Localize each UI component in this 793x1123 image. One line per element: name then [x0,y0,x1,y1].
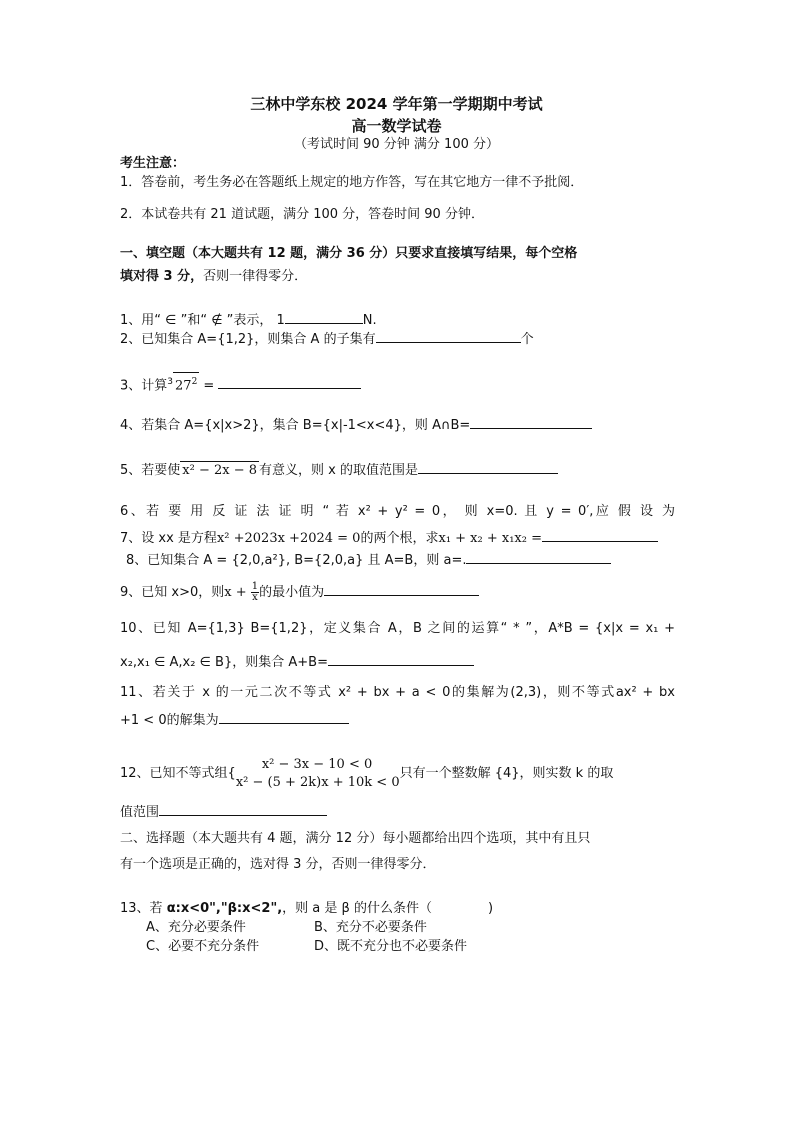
answer-blank[interactable] [328,652,474,666]
question-13: 13、若 α:x<0","β:x<2",，则 a 是 β 的什么条件（ ) [120,901,494,916]
inequality-system: x² − 3x − 10 < 0 x² − (5 + 2k)x + 10k < 0 [235,757,400,790]
section1-heading-cont: 填对得 3 分，否则一律得零分． [120,269,308,284]
note-item: 2．本试卷共有 21 道试题，满分 100 分，答卷时间 90 分钟． [120,207,484,222]
answer-blank[interactable] [542,528,658,542]
question-12-cont: 值范围 [120,802,327,822]
exam-meta: （考试时间 90 分钟 满分 100 分） [293,137,500,152]
answer-blank[interactable] [324,582,479,596]
answer-blank[interactable] [470,415,592,429]
answer-blank[interactable] [285,310,363,324]
answer-blank[interactable] [466,550,611,564]
question-8: 8、已知集合 A = {2,0,a²}, B={2,0,a} 且 A=B，则 a=. [126,550,611,570]
question-1: 1、用“ ∈ ”和“ ∉ ”表示， 1 N. [120,310,377,330]
question-11: 11、若关于 x 的一元二次不等式 x² + bx + a < 0的集解为(2,3)，则不等式ax² + bx [120,685,675,700]
exam-subtitle: 高一数学试卷 [351,117,442,135]
question-7: 7、设 xx 是方程x² +2023x +2024 = 0的两个根，求x₁ + x₂ + x₁x₂ = [120,528,658,548]
notes-heading: 考生注意： [120,156,186,171]
radical-expression: $27^2$ [173,372,199,395]
option-a[interactable]: A、充分必要条件 [146,920,246,935]
answer-blank[interactable] [219,710,349,724]
section2-heading: 二、选择题（本大题共有 4 题，满分 12 分）每小题都给出四个选项，其中有且只 [120,831,591,846]
answer-blank[interactable] [418,460,558,474]
answer-blank[interactable] [376,329,521,343]
option-b[interactable]: B、充分不必要条件 [314,920,427,935]
question-2: 2、已知集合 A={1,2}，则集合 A 的子集有 个 [120,329,534,349]
option-d[interactable]: D、既不充分也不必要条件 [314,939,468,954]
question-10: 10、已知 A={1,3} B={1,2}，定义集合 A，B 之间的运算“ * ”，A*B = {x|x = x₁ + [120,621,675,636]
fraction: $\frac{1}{x}$ [251,581,259,603]
option-c[interactable]: C、必要不充分条件 [146,939,260,954]
question-4: 4、若集合 A={x|x>2}，集合 B={x|-1<x<4}，则 A∩B= [120,415,592,435]
question-9: 9、已知 x>0，则x + $\frac{1}{x}$ 的最小值为 [120,582,479,603]
answer-blank[interactable] [159,802,327,816]
answer-blank[interactable] [218,375,361,389]
question-6: 6、若 要 用 反 证 法 证 明 “ 若 x² + y² = 0， 则 x=0. 且 y = 0′,应 假 设 为 [120,504,675,519]
question-10-cont: x₂,x₁ ∈ A,x₂ ∈ B}，则集合 A+B= [120,652,474,672]
question-3: 3、计算$^3$ $27^2$ = [120,372,361,395]
note-item: 1．答卷前，考生务必在答题纸上规定的地方作答，写在其它地方一律不予批阅． [120,175,584,190]
section2-heading-cont: 有一个选项是正确的，选对得 3 分，否则一律得零分． [120,857,436,872]
exam-title: 三林中学东校 2024 学年第一学期期中考试 [250,95,543,113]
question-12: 12、已知不等式组{ x² − 3x − 10 < 0 x² − (5 + 2k)x + 10k < 0 只有一个整数解 {4}，则实数 k 的取 [120,757,614,790]
question-11-cont: +1 < 0的解集为 [120,710,349,730]
question-5: 5、若要使 x² − 2x − 8 有意义，则 x 的取值范围是 [120,460,558,480]
radical-expression: x² − 2x − 8 [182,463,258,478]
section1-heading: 一、填空题（本大题共有 12 题，满分 36 分）只要求直接填写结果，每个空格 [120,246,578,261]
